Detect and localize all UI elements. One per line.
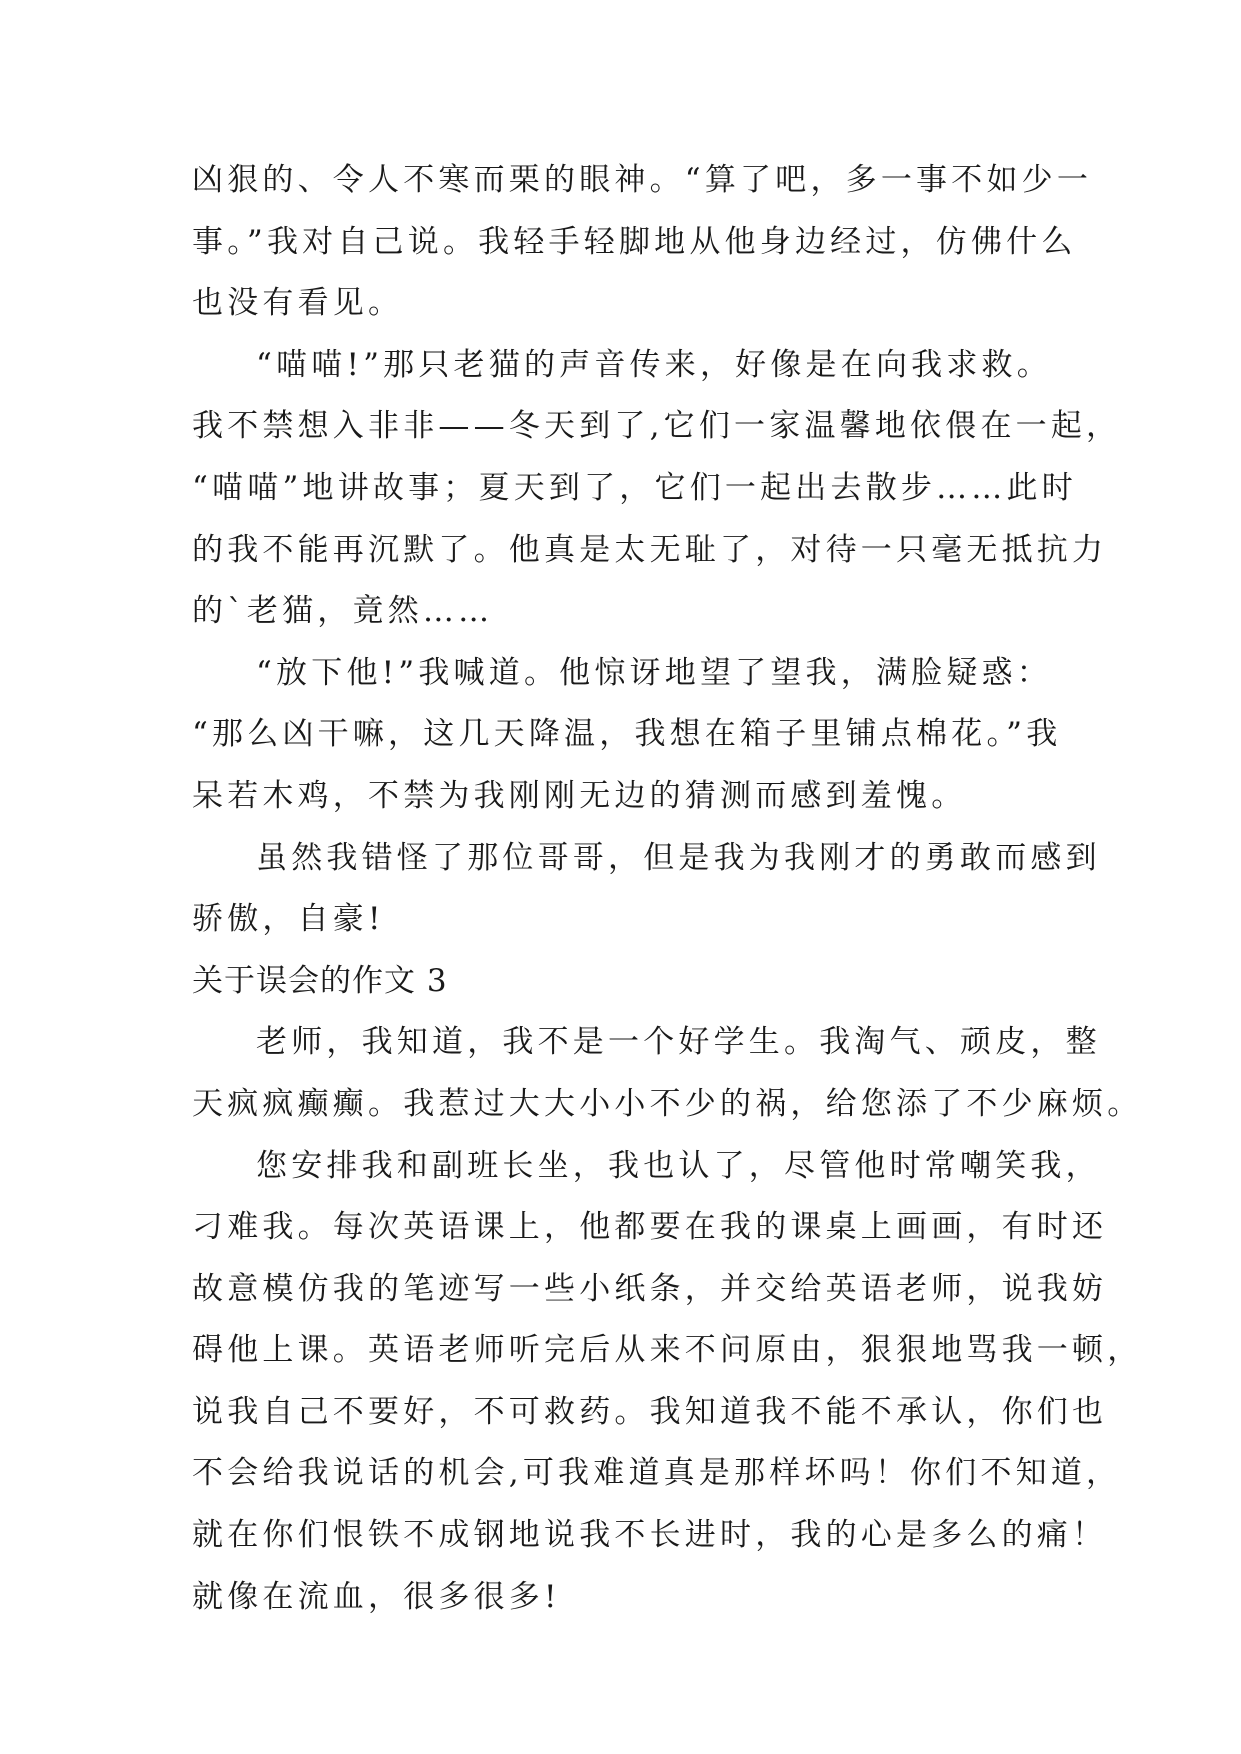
text-line: 我不禁想入非非——冬天到了,它们一家温馨地依偎在一起， bbox=[192, 408, 1122, 445]
text-line: “那么凶干嘛，这几天降温，我想在箱子里铺点棉花。”我 bbox=[192, 716, 1062, 753]
text-line: 的`老猫，竟然…… bbox=[192, 593, 494, 630]
text-line: 事。”我对自己说。我轻手轻脚地从他身边经过，仿佛什么 bbox=[192, 223, 1077, 260]
text-line: 天疯疯癫癫。我惹过大大小小不少的祸，给您添了不少麻烦。 bbox=[192, 1085, 1143, 1122]
text-line: 的我不能再沉默了。他真是太无耻了，对待一只毫无抵抗力 bbox=[192, 531, 1108, 568]
text-line: 就在你们恨铁不成钢地说我不长进时，我的心是多么的痛！ bbox=[192, 1517, 1108, 1554]
paragraph-start-line: “放下他!”我喊道。他惊讶地望了望我，满脸疑惑： bbox=[256, 654, 1052, 691]
text-line: 故意模仿我的笔迹写一些小纸条，并交给英语老师，说我妨 bbox=[192, 1270, 1108, 1307]
section-heading: 关于误会的作文 3 bbox=[192, 962, 448, 999]
text-line: “喵喵”地讲故事；夏天到了，它们一起出去散步……此时 bbox=[192, 469, 1077, 506]
text-line: 就像在流血，很多很多! bbox=[192, 1578, 561, 1615]
paragraph-start-line: 虽然我错怪了那位哥哥，但是我为我刚才的勇敢而感到 bbox=[256, 839, 1101, 876]
text-line: 呆若木鸡，不禁为我刚刚无边的猜测而感到羞愧。 bbox=[192, 777, 967, 814]
text-line: 也没有看见。 bbox=[192, 285, 404, 322]
text-line: 骄傲，自豪! bbox=[192, 901, 385, 938]
text-line: 碍他上课。英语老师听完后从来不问原由，狠狠地骂我一顿， bbox=[192, 1332, 1143, 1369]
paragraph-start-line: 老师，我知道，我不是一个好学生。我淘气、顽皮，整 bbox=[256, 1024, 1101, 1061]
text-line: 说我自己不要好，不可救药。我知道我不能不承认，你们也 bbox=[192, 1393, 1108, 1430]
paragraph-start-line: “喵喵!”那只老猫的声音传来，好像是在向我求救。 bbox=[256, 346, 1052, 383]
text-line: 刁难我。每次英语课上，他都要在我的课桌上画画，有时还 bbox=[192, 1209, 1108, 1246]
paragraph-start-line: 您安排我和副班长坐，我也认了，尽管他时常嘲笑我， bbox=[256, 1147, 1101, 1184]
document-body bbox=[192, 150, 1143, 1628]
text-line: 不会给我说话的机会,可我难道真是那样坏吗！你们不知道， bbox=[192, 1455, 1122, 1492]
text-line: 凶狠的、令人不寒而栗的眼神。“算了吧，多一事不如少一 bbox=[192, 162, 1093, 198]
